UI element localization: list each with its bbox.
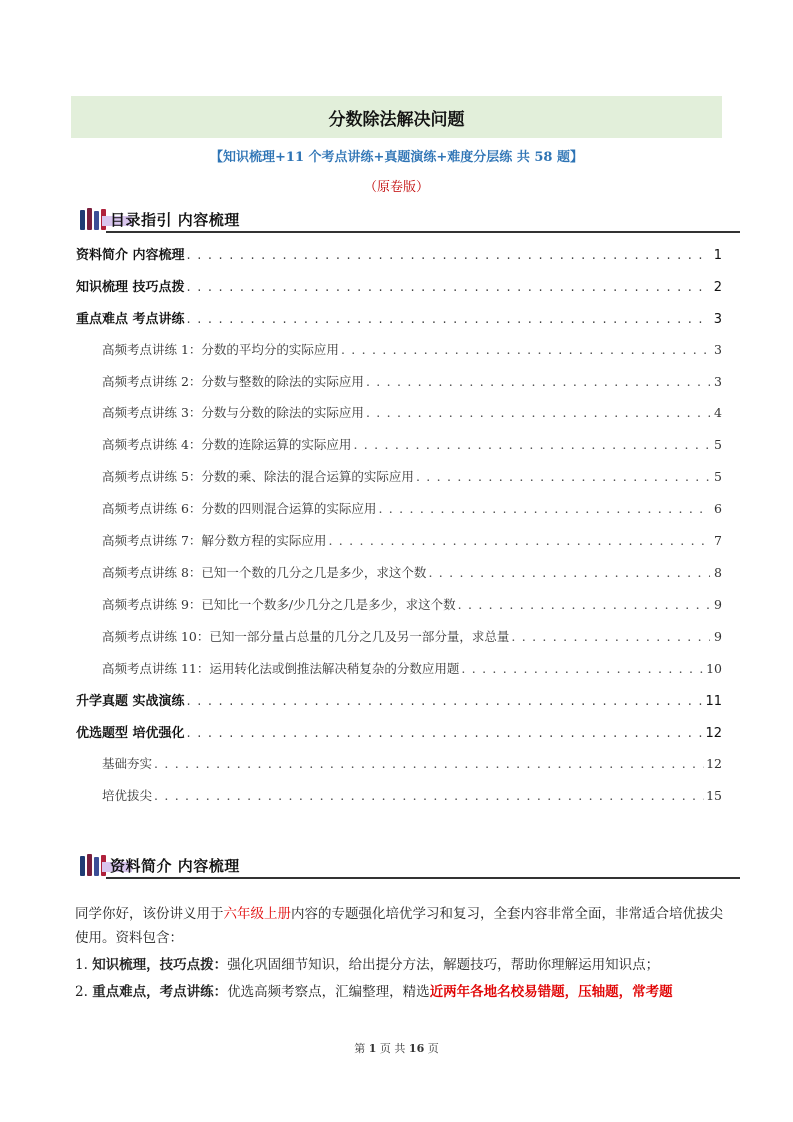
toc-entry-label: 重点难点 考点讲练 bbox=[76, 311, 185, 327]
toc-sub-entry[interactable] bbox=[76, 499, 722, 531]
toc-page-number: 9 bbox=[714, 596, 722, 612]
toc-leader-dots bbox=[154, 756, 704, 771]
toc-leader-dots bbox=[328, 533, 710, 548]
toc-main-entry[interactable] bbox=[76, 690, 722, 722]
toc-sub-entry[interactable] bbox=[76, 340, 722, 372]
toc-entry-label: 高频考点讲练 3：分数与分数的除法的实际应用 bbox=[102, 405, 364, 421]
toc-sub-entry[interactable] bbox=[76, 563, 722, 595]
toc-leader-dots bbox=[461, 661, 704, 676]
toc-page-number: 2 bbox=[713, 279, 722, 295]
divider bbox=[106, 877, 740, 879]
toc-page-number: 1 bbox=[713, 248, 722, 263]
toc-sub-entry[interactable] bbox=[76, 595, 722, 627]
toc-entry-label: 升学真题 实战演练 bbox=[76, 694, 185, 710]
intro-section-heading bbox=[76, 852, 726, 882]
page-footer: 第 1 页 共 16 页 bbox=[354, 1042, 439, 1055]
toc-sub-entry[interactable] bbox=[76, 531, 722, 563]
toc-leader-dots bbox=[378, 501, 710, 516]
document-subtitle: 【知识梳理+11 个考点讲练+真题演练+难度分层练 共 58 题】 bbox=[210, 150, 583, 165]
toc-page-number: 5 bbox=[714, 469, 722, 485]
intro-item-1: 1. 知识梳理，技巧点拨：强化巩固细节知识，给出提分方法，解题技巧，帮助你理解运用知识点； bbox=[75, 957, 660, 974]
toc-page-number: 7 bbox=[714, 533, 722, 549]
toc-leader-dots bbox=[154, 788, 704, 803]
toc-main-entry[interactable] bbox=[76, 308, 722, 340]
toc-page-number: 3 bbox=[714, 373, 722, 389]
toc-leader-dots bbox=[341, 342, 710, 357]
toc-sub-entry[interactable] bbox=[76, 659, 722, 691]
toc-main-entry[interactable] bbox=[76, 244, 722, 276]
toc-page-number: 10 bbox=[706, 660, 722, 676]
toc-main-entry[interactable] bbox=[76, 722, 722, 754]
toc-sub-entry[interactable] bbox=[76, 627, 722, 659]
toc-page-number: 9 bbox=[714, 628, 722, 644]
toc-entry-label: 知识梳理 技巧点拨 bbox=[76, 279, 185, 295]
toc-page-number: 15 bbox=[706, 788, 722, 804]
toc-main-entry[interactable] bbox=[76, 276, 722, 308]
toc-page-number: 12 bbox=[706, 756, 722, 772]
toc-leader-dots bbox=[366, 405, 710, 420]
toc-sub-entry[interactable] bbox=[76, 754, 722, 786]
toc-entry-label: 培优拔尖 bbox=[102, 788, 153, 804]
toc-leader-dots bbox=[187, 280, 710, 295]
toc-page-number: 4 bbox=[714, 405, 722, 421]
toc-entry-label: 高频考点讲练 9：已知比一个数多/少几分之几是多少，求这个数 bbox=[102, 596, 456, 612]
toc-entry-label: 高频考点讲练 7：解分数方程的实际应用 bbox=[102, 533, 327, 549]
toc-entry-label: 优选题型 培优强化 bbox=[76, 726, 185, 742]
intro-heading-label: 资料简介 内容梳理 bbox=[110, 857, 240, 875]
toc-entry-label: 高频考点讲练 6：分数的四则混合运算的实际应用 bbox=[102, 501, 377, 517]
toc-entry-label: 高频考点讲练 10：已知一部分量占总量的几分之几及另一部分量，求总量 bbox=[102, 628, 510, 644]
toc-entry-label: 高频考点讲练 5：分数的乘、除法的混合运算的实际应用 bbox=[102, 469, 414, 485]
toc-entry-label: 高频考点讲练 2：分数与整数的除法的实际应用 bbox=[102, 373, 364, 389]
toc-entry-label: 高频考点讲练 1：分数的平均分的实际应用 bbox=[102, 341, 339, 357]
toc-page-number: 12 bbox=[705, 726, 722, 742]
toc-leader-dots bbox=[187, 312, 710, 327]
intro-body bbox=[75, 902, 723, 1004]
toc-leader-dots bbox=[511, 629, 710, 644]
toc-entry-label: 基础夯实 bbox=[102, 756, 153, 772]
toc-page-number: 3 bbox=[714, 341, 722, 357]
toc-sub-entry[interactable] bbox=[76, 435, 722, 467]
toc-leader-dots bbox=[458, 597, 710, 612]
divider bbox=[106, 231, 740, 233]
toc-sub-entry[interactable] bbox=[76, 403, 722, 435]
edition-label: （原卷版） bbox=[363, 180, 429, 195]
document-title: 分数除法解决问题 bbox=[71, 96, 722, 138]
intro-paragraph: 同学你好，该份讲义用于六年级上册内容的专题强化培优学习和复习，全套内容非常全面，非常适合培优拔尖使用。资料包含： bbox=[75, 906, 723, 947]
toc-page-number: 3 bbox=[713, 311, 722, 327]
toc-heading-label: 目录指引 内容梳理 bbox=[110, 211, 240, 229]
toc-entry-label: 资料简介 内容梳理 bbox=[76, 248, 185, 263]
toc-entry-label: 高频考点讲练 4：分数的连除运算的实际应用 bbox=[102, 437, 352, 453]
toc-leader-dots bbox=[353, 437, 710, 452]
toc-leader-dots bbox=[187, 726, 704, 741]
toc-entry-label: 高频考点讲练 8：已知一个数的几分之几是多少，求这个数 bbox=[102, 564, 427, 580]
toc-page-number: 8 bbox=[714, 564, 722, 580]
toc-entry-label: 高频考点讲练 11：运用转化法或倒推法解决稍复杂的分数应用题 bbox=[102, 660, 460, 676]
toc-page-number: 6 bbox=[714, 501, 722, 517]
toc-page-number: 11 bbox=[705, 694, 722, 710]
toc-page-number: 5 bbox=[714, 437, 722, 453]
table-of-contents bbox=[76, 244, 722, 818]
toc-section-heading bbox=[76, 206, 726, 236]
toc-leader-dots bbox=[187, 248, 710, 263]
toc-sub-entry[interactable] bbox=[76, 467, 722, 499]
toc-leader-dots bbox=[416, 469, 710, 484]
toc-leader-dots bbox=[428, 565, 710, 580]
toc-sub-entry[interactable] bbox=[76, 372, 722, 404]
toc-leader-dots bbox=[187, 694, 704, 709]
intro-item-2: 2. 重点难点，考点讲练：优选高频考察点，汇编整理，精选近两年各地名校易错题，压轴题，常考题 bbox=[75, 984, 673, 1001]
toc-leader-dots bbox=[366, 374, 710, 389]
toc-sub-entry[interactable] bbox=[76, 786, 722, 818]
